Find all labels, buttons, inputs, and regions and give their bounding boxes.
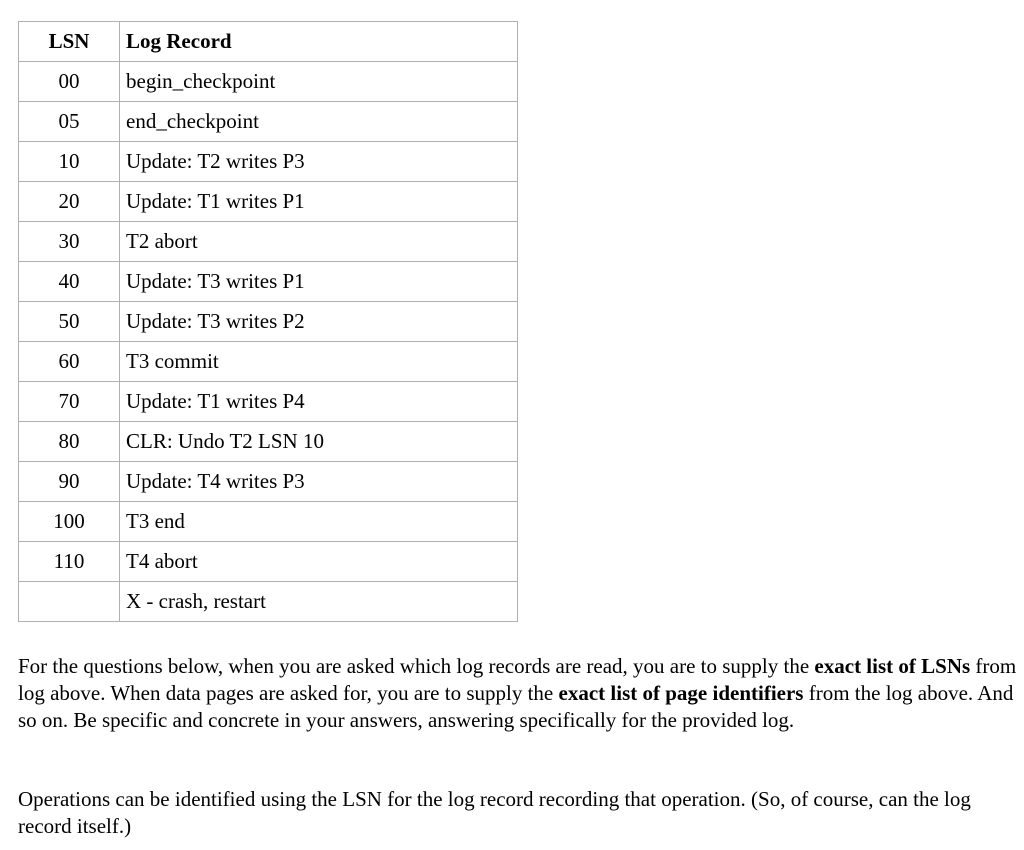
log-record-cell: end_checkpoint xyxy=(120,102,518,142)
lsn-cell: 70 xyxy=(19,382,120,422)
log-record-cell: Update: T4 writes P3 xyxy=(120,462,518,502)
table-row xyxy=(19,422,518,462)
lsn-cell: 30 xyxy=(19,222,120,262)
table-row xyxy=(19,542,518,582)
table-row xyxy=(19,102,518,142)
lsn-cell: 00 xyxy=(19,62,120,102)
table-row xyxy=(19,302,518,342)
log-record-header: Log Record xyxy=(120,22,518,62)
table-row xyxy=(19,382,518,422)
table-row xyxy=(19,462,518,502)
log-record-cell: Update: T2 writes P3 xyxy=(120,142,518,182)
table-row xyxy=(19,142,518,182)
log-record-cell: Update: T3 writes P1 xyxy=(120,262,518,302)
table-row xyxy=(19,502,518,542)
lsn-cell: 10 xyxy=(19,142,120,182)
log-record-cell: Update: T1 writes P1 xyxy=(120,182,518,222)
emphasis-page-list: exact list of page identifiers xyxy=(558,681,804,705)
operations-paragraph: Operations can be identified using the LSN for the log record recording that operation. (So, of course, can the log record itself.) xyxy=(18,787,971,838)
instructions-paragraph xyxy=(18,653,1018,734)
lsn-cell: 05 xyxy=(19,102,120,142)
table-header-row xyxy=(19,22,518,62)
lsn-cell xyxy=(19,582,120,622)
emphasis-lsn-list: exact list of LSNs xyxy=(814,654,971,678)
log-record-cell: T3 commit xyxy=(120,342,518,382)
lsn-cell: 90 xyxy=(19,462,120,502)
instructions-text: from log above. When data pages are asked for, you are to supply the xyxy=(18,654,1017,705)
log-record-cell: T3 end xyxy=(120,502,518,542)
log-record-cell: X - crash, restart xyxy=(120,582,518,622)
log-record-cell: CLR: Undo T2 LSN 10 xyxy=(120,422,518,462)
lsn-cell: 100 xyxy=(19,502,120,542)
lsn-header: LSN xyxy=(19,22,120,62)
log-record-cell: T4 abort xyxy=(120,542,518,582)
table-row xyxy=(19,262,518,302)
log-table xyxy=(18,21,518,622)
table-row xyxy=(19,582,518,622)
lsn-cell: 50 xyxy=(19,302,120,342)
table-row xyxy=(19,62,518,102)
lsn-cell: 110 xyxy=(19,542,120,582)
log-record-cell: T2 abort xyxy=(120,222,518,262)
table-row xyxy=(19,342,518,382)
lsn-cell: 40 xyxy=(19,262,120,302)
lsn-cell: 80 xyxy=(19,422,120,462)
lsn-cell: 20 xyxy=(19,182,120,222)
table-row xyxy=(19,222,518,262)
lsn-cell: 60 xyxy=(19,342,120,382)
log-record-cell: begin_checkpoint xyxy=(120,62,518,102)
log-record-cell: Update: T3 writes P2 xyxy=(120,302,518,342)
log-record-cell: Update: T1 writes P4 xyxy=(120,382,518,422)
instructions-text: For the questions below, when you are asked which log records are read, you are to supply the xyxy=(18,654,815,678)
table-row xyxy=(19,182,518,222)
instructions-text: from the log above. And so on. Be specific and concrete in your answers, answering specifically for the provided log. xyxy=(18,681,1014,732)
